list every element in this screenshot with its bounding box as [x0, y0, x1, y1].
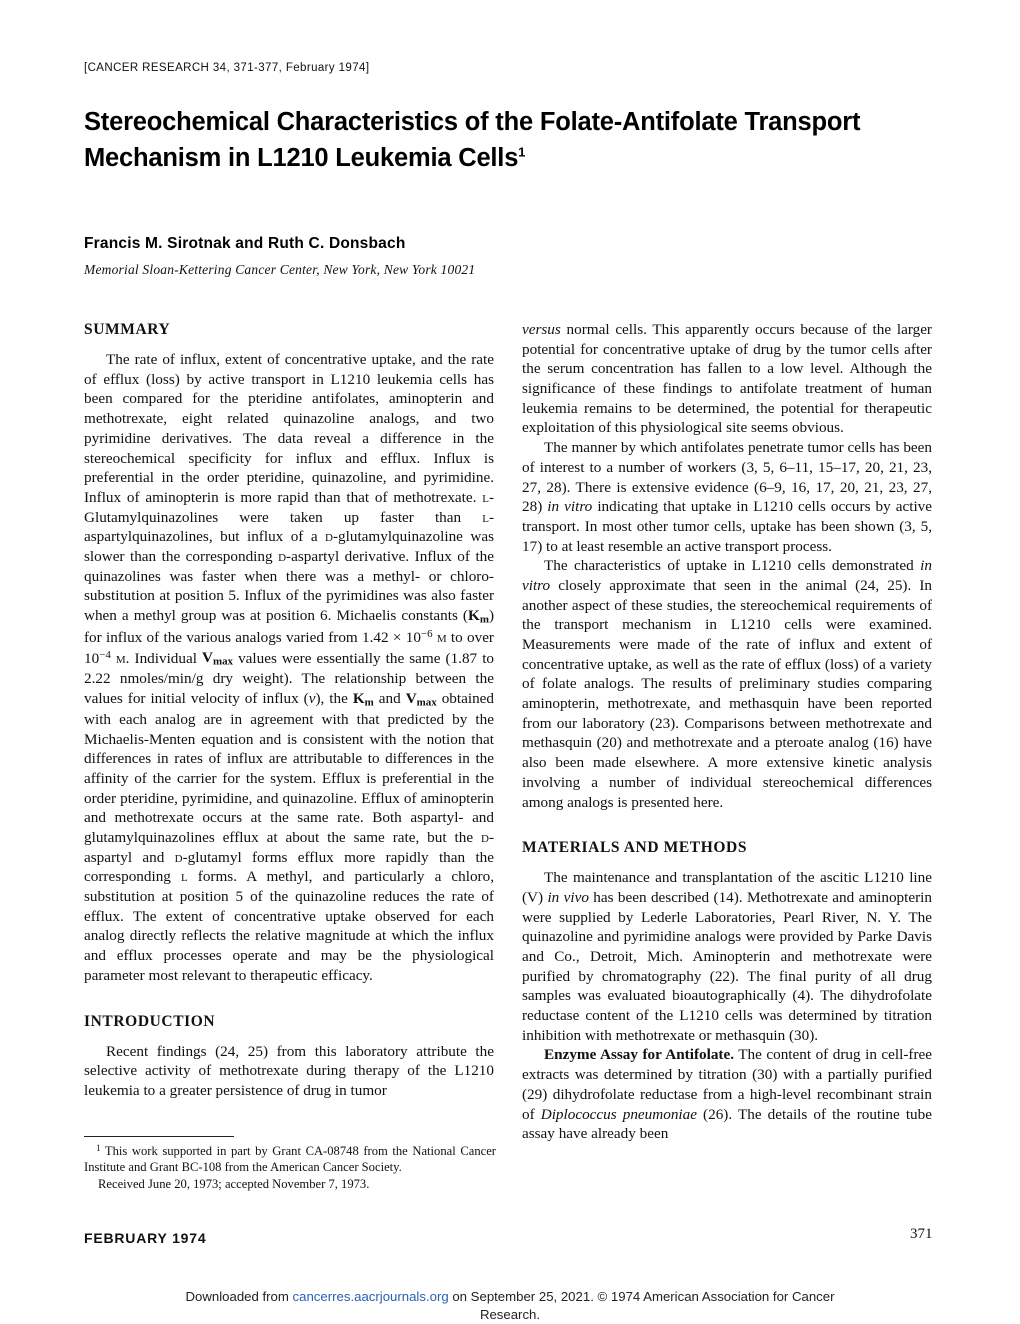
footnote-line-2: Cancer Institute and Grant BC-108 from the American Cancer Society.	[84, 1144, 496, 1175]
affiliation: Memorial Sloan-Kettering Cancer Center, New York, New York 10021	[84, 262, 476, 277]
download-notice	[0, 1288, 1020, 1324]
download-suffix: on September 25, 2021. © 1974 American Association for Cancer	[448, 1289, 835, 1304]
column-left	[84, 320, 494, 1101]
methods-run-in-heading: Enzyme Assay for Antifolate.	[544, 1046, 735, 1064]
paragraph-methods-2: Enzyme Assay for Antifolate. The content of drug in cell-free extracts was determined by titration (30) with a partially purified (29) dihydrofolate reductase from a high-level recombinant strain of Diplococcus pneumoniae (26). The details of the routine tube assay have already been	[522, 1046, 932, 1143]
journal-reference: [CANCER RESEARCH 34, 371-377, February 1974]	[84, 62, 370, 74]
paragraph-introduction-1: Recent findings (24, 25) from this laboratory attribute the selective activity of methotrexate during therapy of the L1210 leukemia to a greater persistence of drug in tumor	[84, 1042, 494, 1099]
footer-page-number: 371	[910, 1226, 933, 1242]
heading-summary: SUMMARY	[84, 321, 171, 338]
paragraph-summary: The rate of influx, extent of concentrative uptake, and the rate of efflux (loss) by active transport in L1210 leukemia cells has been compared for the pteridine antifolates, aminopterin and methotrexate, eight related quinazoline analogs, and two pyrimidine derivatives. The data reveal a difference in the stereochemical specificity for influx and efflux. Influx is preferential in the order pteridine, quinazoline, and pyrimidine. Influx of aminopterin is more rapid than that of methotrexate. l-Glutamylquinazolines were taken up faster than l-aspartylquinazolines, but influx of a d-glutamylquinazoline was slower than the corresponding d-aspartyl derivative. Influx of the quinazolines was faster when there was a methyl- or chloro- substitution at position 5. Influx of the pyrimidines was also faster when a methyl group was at position 6. Michaelis constants $(K_m)$ for influx of the various analogs varied from $1.42 \times 10^{-6}$ m to over $10^{-4}$ m. Individual $V_{max}$ values were essentially the same (1.87 to 2.22 nmoles/min/g dry weight). The relationship between the values for initial velocity of influx (v), the $K_m$ and $V_{max}$ obtained with each analog are in agreement with that predicted by the Michaelis-Menten equation and is consistent with the notion that differences in rates of influx are attributable to differences in the affinity of the carrier for the system. Efflux is preferential in the order pteridine, pyrimidine, and quinazoline. Efflux of aminopterin and methotrexate occurs at the same rate. Both aspartyl- and glutamylquinazolines efflux at about the same rate, but the d-aspartyl and d-glutamyl forms efflux more rapidly than the corresponding l forms. A methyl, and particularly a chloro, substitution at position 5 of the quinazoline reduces the rate of efflux. The extent of concentrative uptake observed for each analog directly reflects the relative magnitude at which the influx and efflux processes operate and may be the physiological parameter most relevant to therapeutic efficacy.	[84, 351, 495, 984]
footnote-divider	[84, 1136, 234, 1137]
page-title	[84, 104, 944, 176]
footnote-text	[84, 1143, 496, 1176]
download-prefix: Downloaded from	[185, 1289, 293, 1304]
footnote-marker: 1	[96, 1143, 101, 1153]
paragraph-introduction-1-cont: versus normal cells. This apparently occurs because of the larger potential for concentrative uptake of drug by the tumor cells after the serum concentration has fallen to a low level. Although the significance of these findings to antifolate treatment of human leukemia remains to be determined, the potential for therapeutic exploitation of this physiological site seems obvious.	[522, 321, 932, 437]
paragraph-methods-1: The maintenance and transplantation of the ascitic L1210 line (V) in vivo has been described (14). Methotrexate and aminopterin were supplied by Lederle Laboratories, Pearl River, N. Y. The quinazoline and pyrimidine analogs were provided by Parke Davis and Co., Detroit, Mich. Aminopterin and methotrexate were purified by chromatography (22). The final purity of all drug samples was evaluated bioautographically (4). The dihydrofolate reductase content of the L1210 cells was determined by titration inhibition with methotrexate or methasquin (30).	[522, 869, 932, 1044]
title-line-1: Stereochemical Characteristics of the Folate-Antifolate Transport	[84, 108, 861, 136]
paragraph-introduction-3: The characteristics of uptake in L1210 cells demonstrated in vitro closely approximate that seen in the animal (24, 25). In another aspect of these studies, the stereochemical requirements of the transport mechanism in L1210 cells were examined. Measurements were made of the rate of influx and extent of concentrative uptake, as well as the rate of efflux (loss) of a variety of folate analogs. The results of preliminary studies comparing aminopterin, methotrexate, and methasquin have been reported from our laboratory (23). Comparisons between methotrexate and methasquin (20) and methotrexate and a pteroate analog (16) have also been made elsewhere. A more extensive kinetic analysis involving a number of individual stereochemical differences among analogs is presented here.	[522, 557, 932, 811]
column-right	[522, 320, 932, 1144]
footnote	[84, 1143, 496, 1192]
footnote-line-1: This work supported in part by Grant CA-08748 from the National	[104, 1144, 456, 1159]
title-footnote-marker: 1	[518, 144, 526, 160]
paragraph-introduction-2: The manner by which antifolates penetrate tumor cells has been of interest to a number of workers (3, 5, 6–11, 15–17, 20, 21, 23, 27, 28). There is extensive evidence (6–9, 16, 17, 20, 21, 23, 27, 28) in vitro indicating that uptake in L1210 cells occurs by active transport. In most other tumor cells, uptake has been shown (3, 5, 17) to at least resemble an active transport process.	[522, 439, 933, 555]
download-source-link[interactable]: cancerres.aacrjournals.org	[292, 1289, 449, 1304]
footnote-received-line: Received June 20, 1973; accepted November 7, 1973.	[98, 1176, 370, 1191]
heading-introduction: INTRODUCTION	[84, 1012, 216, 1030]
download-line-2: Research.	[479, 1306, 541, 1322]
title-line-2: Mechanism in L1210 Leukemia Cells	[84, 144, 519, 173]
footer-issue: FEBRUARY 1974	[84, 1230, 207, 1246]
author-list: Francis M. Sirotnak and Ruth C. Donsbach	[84, 235, 406, 252]
heading-materials-methods: MATERIALS AND METHODS	[522, 839, 748, 857]
